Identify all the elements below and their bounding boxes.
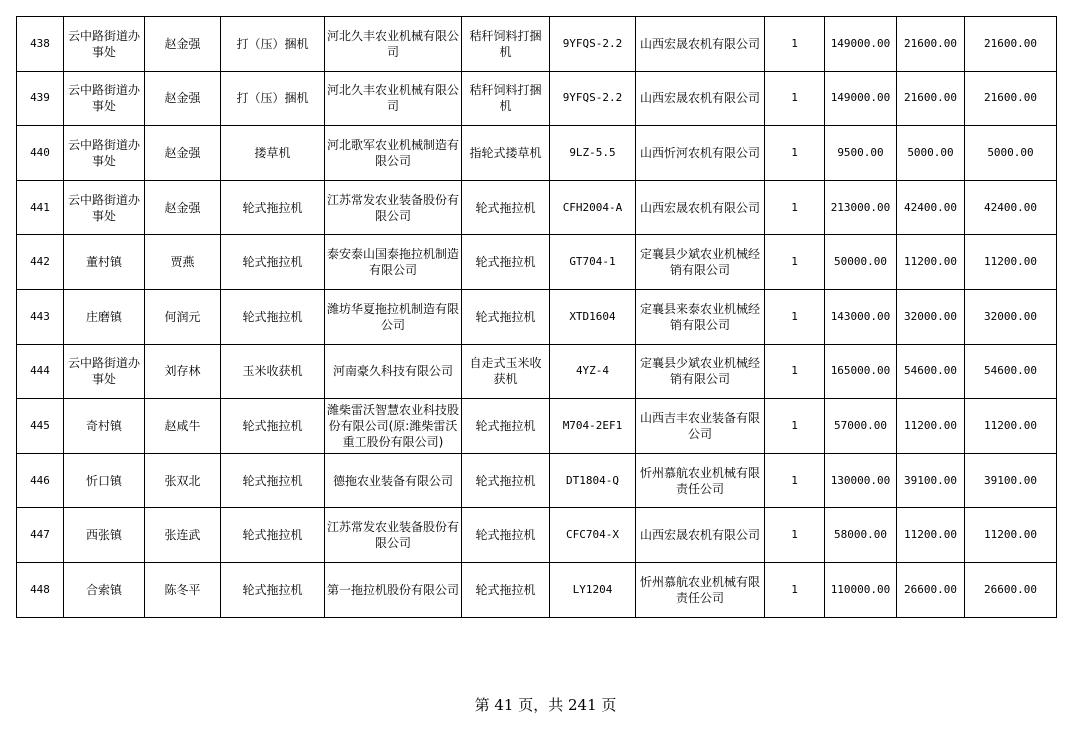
table-row bbox=[17, 344, 1057, 399]
sale-price-cell: 149000.00 bbox=[825, 71, 897, 126]
applicant-name-cell: 赵金强 bbox=[145, 17, 221, 72]
row-number-cell: 443 bbox=[17, 289, 64, 344]
sale-price-cell: 213000.00 bbox=[825, 180, 897, 235]
total-subsidy-cell: 32000.00 bbox=[965, 289, 1057, 344]
row-number-cell: 446 bbox=[17, 453, 64, 508]
manufacturer-cell: 潍坊华夏拖拉机制造有限公司 bbox=[325, 289, 462, 344]
quantity-cell: 1 bbox=[765, 344, 825, 399]
machine-category-cell: 搂草机 bbox=[221, 126, 325, 181]
quantity-cell: 1 bbox=[765, 235, 825, 290]
township-cell: 忻口镇 bbox=[64, 453, 145, 508]
row-number-cell: 447 bbox=[17, 508, 64, 563]
product-name-cell: 秸秆饲料打捆机 bbox=[462, 17, 550, 72]
quantity-cell: 1 bbox=[765, 289, 825, 344]
machine-category-cell: 轮式拖拉机 bbox=[221, 453, 325, 508]
sale-price-cell: 50000.00 bbox=[825, 235, 897, 290]
township-cell: 庄磨镇 bbox=[64, 289, 145, 344]
machine-category-cell: 打（压）捆机 bbox=[221, 17, 325, 72]
subsidy-amount-cell: 26600.00 bbox=[897, 562, 965, 617]
applicant-name-cell: 赵金强 bbox=[145, 71, 221, 126]
quantity-cell: 1 bbox=[765, 17, 825, 72]
township-cell: 云中路街道办事处 bbox=[64, 180, 145, 235]
product-name-cell: 指轮式搂草机 bbox=[462, 126, 550, 181]
machine-category-cell: 轮式拖拉机 bbox=[221, 235, 325, 290]
machine-category-cell: 玉米收获机 bbox=[221, 344, 325, 399]
sale-price-cell: 57000.00 bbox=[825, 399, 897, 454]
machine-category-cell: 轮式拖拉机 bbox=[221, 180, 325, 235]
dealer-cell: 定襄县少斌农业机械经销有限公司 bbox=[636, 344, 765, 399]
subsidy-amount-cell: 42400.00 bbox=[897, 180, 965, 235]
manufacturer-cell: 泰安泰山国泰拖拉机制造有限公司 bbox=[325, 235, 462, 290]
manufacturer-cell: 德拖农业装备有限公司 bbox=[325, 453, 462, 508]
model-cell: CFC704-X bbox=[550, 508, 636, 563]
row-number-cell: 444 bbox=[17, 344, 64, 399]
machine-category-cell: 轮式拖拉机 bbox=[221, 508, 325, 563]
machine-category-cell: 打（压）捆机 bbox=[221, 71, 325, 126]
subsidy-amount-cell: 11200.00 bbox=[897, 508, 965, 563]
total-subsidy-cell: 26600.00 bbox=[965, 562, 1057, 617]
table-row bbox=[17, 508, 1057, 563]
applicant-name-cell: 赵金强 bbox=[145, 180, 221, 235]
applicant-name-cell: 赵金强 bbox=[145, 126, 221, 181]
table-row bbox=[17, 180, 1057, 235]
model-cell: DT1804-Q bbox=[550, 453, 636, 508]
total-subsidy-cell: 54600.00 bbox=[965, 344, 1057, 399]
table-row bbox=[17, 71, 1057, 126]
table-row bbox=[17, 562, 1057, 617]
sale-price-cell: 165000.00 bbox=[825, 344, 897, 399]
total-subsidy-cell: 11200.00 bbox=[965, 235, 1057, 290]
dealer-cell: 山西吉丰农业装备有限公司 bbox=[636, 399, 765, 454]
model-cell: 9LZ-5.5 bbox=[550, 126, 636, 181]
machine-category-cell: 轮式拖拉机 bbox=[221, 562, 325, 617]
machine-category-cell: 轮式拖拉机 bbox=[221, 399, 325, 454]
sale-price-cell: 110000.00 bbox=[825, 562, 897, 617]
subsidy-amount-cell: 11200.00 bbox=[897, 399, 965, 454]
product-name-cell: 轮式拖拉机 bbox=[462, 562, 550, 617]
model-cell: CFH2004-A bbox=[550, 180, 636, 235]
township-cell: 云中路街道办事处 bbox=[64, 126, 145, 181]
quantity-cell: 1 bbox=[765, 180, 825, 235]
total-subsidy-cell: 39100.00 bbox=[965, 453, 1057, 508]
product-name-cell: 轮式拖拉机 bbox=[462, 399, 550, 454]
sale-price-cell: 9500.00 bbox=[825, 126, 897, 181]
township-cell: 奇村镇 bbox=[64, 399, 145, 454]
dealer-cell: 山西宏晟农机有限公司 bbox=[636, 71, 765, 126]
manufacturer-cell: 潍柴雷沃智慧农业科技股份有限公司(原:潍柴雷沃重工股份有限公司) bbox=[325, 399, 462, 454]
manufacturer-cell: 河北久丰农业机械有限公司 bbox=[325, 71, 462, 126]
model-cell: GT704-1 bbox=[550, 235, 636, 290]
sale-price-cell: 58000.00 bbox=[825, 508, 897, 563]
product-name-cell: 自走式玉米收获机 bbox=[462, 344, 550, 399]
product-name-cell: 轮式拖拉机 bbox=[462, 235, 550, 290]
table-row bbox=[17, 289, 1057, 344]
product-name-cell: 轮式拖拉机 bbox=[462, 289, 550, 344]
dealer-cell: 山西忻河农机有限公司 bbox=[636, 126, 765, 181]
township-cell: 云中路街道办事处 bbox=[64, 17, 145, 72]
model-cell: 4YZ-4 bbox=[550, 344, 636, 399]
subsidy-amount-cell: 21600.00 bbox=[897, 71, 965, 126]
total-subsidy-cell: 42400.00 bbox=[965, 180, 1057, 235]
total-subsidy-cell: 11200.00 bbox=[965, 508, 1057, 563]
applicant-name-cell: 刘存林 bbox=[145, 344, 221, 399]
township-cell: 西张镇 bbox=[64, 508, 145, 563]
dealer-cell: 山西宏晟农机有限公司 bbox=[636, 17, 765, 72]
product-name-cell: 轮式拖拉机 bbox=[462, 508, 550, 563]
subsidy-table bbox=[16, 16, 1057, 618]
product-name-cell: 秸秆饲料打捆机 bbox=[462, 71, 550, 126]
page-footer: 第 41 页，共 241 页 bbox=[474, 696, 617, 714]
total-subsidy-cell: 5000.00 bbox=[965, 126, 1057, 181]
sale-price-cell: 149000.00 bbox=[825, 17, 897, 72]
township-cell: 云中路街道办事处 bbox=[64, 71, 145, 126]
model-cell: 9YFQS-2.2 bbox=[550, 71, 636, 126]
applicant-name-cell: 张连武 bbox=[145, 508, 221, 563]
table-body bbox=[17, 17, 1057, 618]
dealer-cell: 山西宏晟农机有限公司 bbox=[636, 180, 765, 235]
row-number-cell: 438 bbox=[17, 17, 64, 72]
model-cell: 9YFQS-2.2 bbox=[550, 17, 636, 72]
manufacturer-cell: 第一拖拉机股份有限公司 bbox=[325, 562, 462, 617]
row-number-cell: 441 bbox=[17, 180, 64, 235]
row-number-cell: 445 bbox=[17, 399, 64, 454]
model-cell: M704-2EF1 bbox=[550, 399, 636, 454]
dealer-cell: 忻州慕航农业机械有限责任公司 bbox=[636, 453, 765, 508]
subsidy-amount-cell: 39100.00 bbox=[897, 453, 965, 508]
product-name-cell: 轮式拖拉机 bbox=[462, 453, 550, 508]
row-number-cell: 440 bbox=[17, 126, 64, 181]
manufacturer-cell: 江苏常发农业装备股份有限公司 bbox=[325, 180, 462, 235]
row-number-cell: 448 bbox=[17, 562, 64, 617]
row-number-cell: 439 bbox=[17, 71, 64, 126]
dealer-cell: 山西宏晟农机有限公司 bbox=[636, 508, 765, 563]
subsidy-amount-cell: 11200.00 bbox=[897, 235, 965, 290]
township-cell: 董村镇 bbox=[64, 235, 145, 290]
quantity-cell: 1 bbox=[765, 126, 825, 181]
quantity-cell: 1 bbox=[765, 508, 825, 563]
quantity-cell: 1 bbox=[765, 71, 825, 126]
sale-price-cell: 130000.00 bbox=[825, 453, 897, 508]
quantity-cell: 1 bbox=[765, 562, 825, 617]
model-cell: LY1204 bbox=[550, 562, 636, 617]
dealer-cell: 忻州慕航农业机械有限责任公司 bbox=[636, 562, 765, 617]
applicant-name-cell: 何润元 bbox=[145, 289, 221, 344]
row-number-cell: 442 bbox=[17, 235, 64, 290]
table-row bbox=[17, 235, 1057, 290]
township-cell: 合索镇 bbox=[64, 562, 145, 617]
manufacturer-cell: 江苏常发农业装备股份有限公司 bbox=[325, 508, 462, 563]
manufacturer-cell: 河北久丰农业机械有限公司 bbox=[325, 17, 462, 72]
quantity-cell: 1 bbox=[765, 453, 825, 508]
subsidy-amount-cell: 5000.00 bbox=[897, 126, 965, 181]
subsidy-amount-cell: 54600.00 bbox=[897, 344, 965, 399]
subsidy-amount-cell: 32000.00 bbox=[897, 289, 965, 344]
total-subsidy-cell: 21600.00 bbox=[965, 71, 1057, 126]
applicant-name-cell: 贾燕 bbox=[145, 235, 221, 290]
applicant-name-cell: 赵咸牛 bbox=[145, 399, 221, 454]
total-subsidy-cell: 21600.00 bbox=[965, 17, 1057, 72]
table-row bbox=[17, 453, 1057, 508]
dealer-cell: 定襄县少斌农业机械经销有限公司 bbox=[636, 235, 765, 290]
total-subsidy-cell: 11200.00 bbox=[965, 399, 1057, 454]
table-row bbox=[17, 399, 1057, 454]
subsidy-amount-cell: 21600.00 bbox=[897, 17, 965, 72]
manufacturer-cell: 河北歌军农业机械制造有限公司 bbox=[325, 126, 462, 181]
table-row bbox=[17, 126, 1057, 181]
applicant-name-cell: 陈冬平 bbox=[145, 562, 221, 617]
applicant-name-cell: 张双北 bbox=[145, 453, 221, 508]
dealer-cell: 定襄县来泰农业机械经销有限公司 bbox=[636, 289, 765, 344]
table-row bbox=[17, 17, 1057, 72]
machine-category-cell: 轮式拖拉机 bbox=[221, 289, 325, 344]
model-cell: XTD1604 bbox=[550, 289, 636, 344]
quantity-cell: 1 bbox=[765, 399, 825, 454]
product-name-cell: 轮式拖拉机 bbox=[462, 180, 550, 235]
manufacturer-cell: 河南豪久科技有限公司 bbox=[325, 344, 462, 399]
township-cell: 云中路街道办事处 bbox=[64, 344, 145, 399]
sale-price-cell: 143000.00 bbox=[825, 289, 897, 344]
